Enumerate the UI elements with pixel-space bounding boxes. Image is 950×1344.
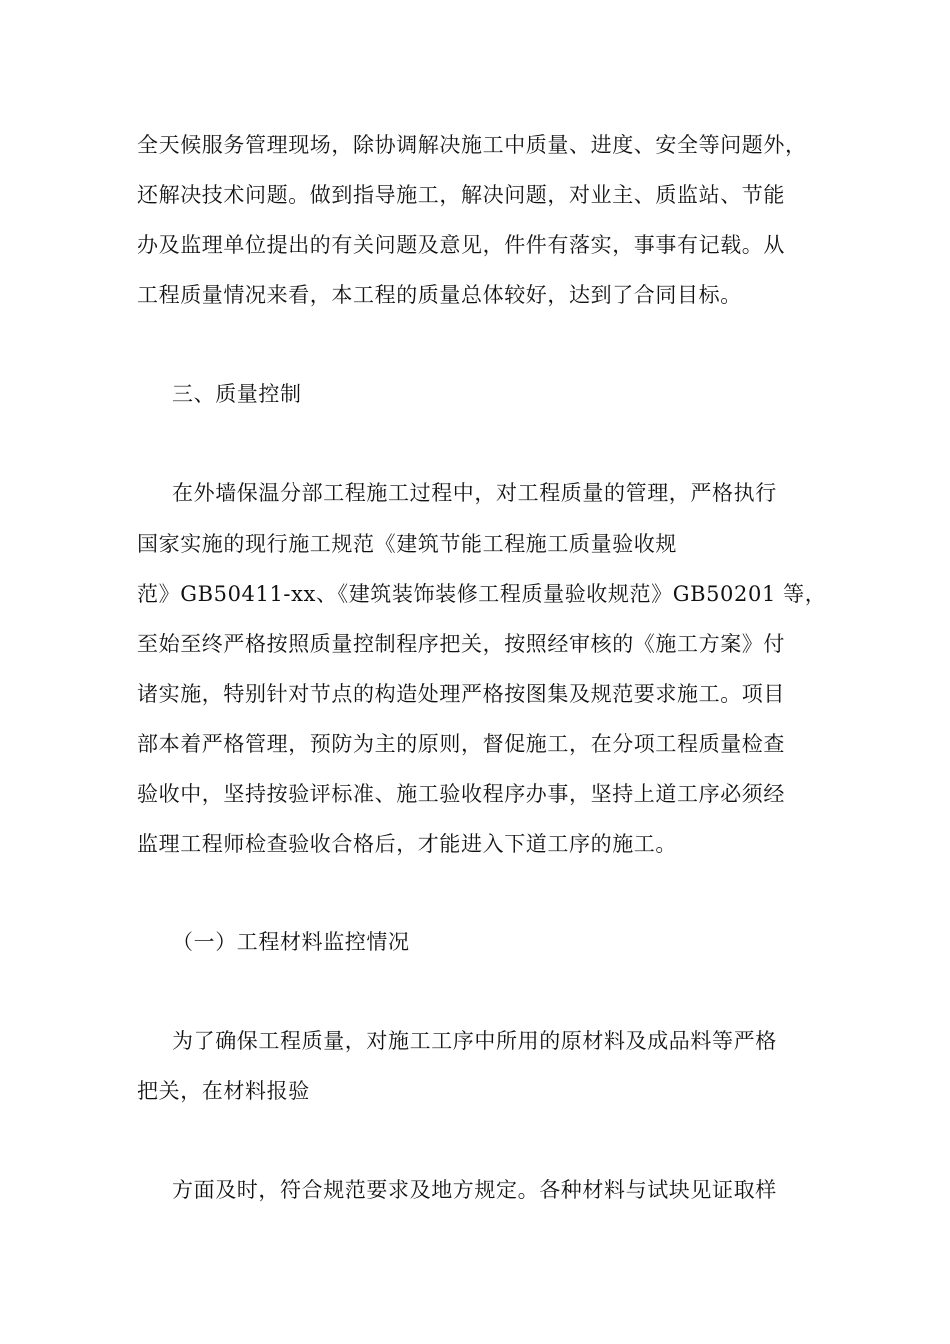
- paragraph-4-line-1: 方面及时，符合规范要求及地方规定。各种材料与试块见证取样: [172, 1178, 777, 1202]
- paragraph-2-line-5: 诸实施，特别针对节点的构造处理严格按图集及规范要求施工。项目: [137, 682, 785, 706]
- paragraph-1-line-4: 工程质量情况来看，本工程的质量总体较好，达到了合同目标。: [137, 283, 742, 307]
- paragraph-2-line-4: 至始至终严格按照质量控制程序把关，按照经审核的《施工方案》付: [137, 632, 785, 656]
- subsection-heading-1: （一）工程材料监控情况: [172, 930, 410, 954]
- paragraph-2-line-6: 部本着严格管理，预防为主的原则，督促施工，在分项工程质量检查: [137, 732, 785, 756]
- paragraph-1-line-3: 办及监理单位提出的有关问题及意见，件件有落实，事事有记载。从: [137, 233, 785, 257]
- paragraph-1-line-2: 还解决技术问题。做到指导施工，解决问题，对业主、质监站、节能: [137, 183, 785, 207]
- paragraph-3-line-2: 把关，在材料报验: [137, 1079, 310, 1103]
- paragraph-2-line-1: 在外墙保温分部工程施工过程中，对工程质量的管理，严格执行: [172, 481, 777, 505]
- paragraph-2-line-2: 国家实施的现行施工规范《建筑节能工程施工质量验收规: [137, 532, 677, 556]
- section-heading-3: 三、质量控制: [172, 382, 302, 406]
- paragraph-3-line-1: 为了确保工程质量，对施工工序中所用的原材料及成品料等严格: [172, 1029, 777, 1053]
- paragraph-2-line-7: 验收中，坚持按验评标准、施工验收程序办事，坚持上道工序必须经: [137, 782, 785, 806]
- paragraph-2-line-8: 监理工程师检查验收合格后，才能进入下道工序的施工。: [137, 832, 677, 856]
- paragraph-2-line-3: 范》GB50411-xx、《建筑装饰装修工程质量验收规范》GB50201 等，: [137, 582, 827, 606]
- paragraph-1-line-1: 全天候服务管理现场，除协调解决施工中质量、进度、安全等问题外，: [137, 133, 807, 157]
